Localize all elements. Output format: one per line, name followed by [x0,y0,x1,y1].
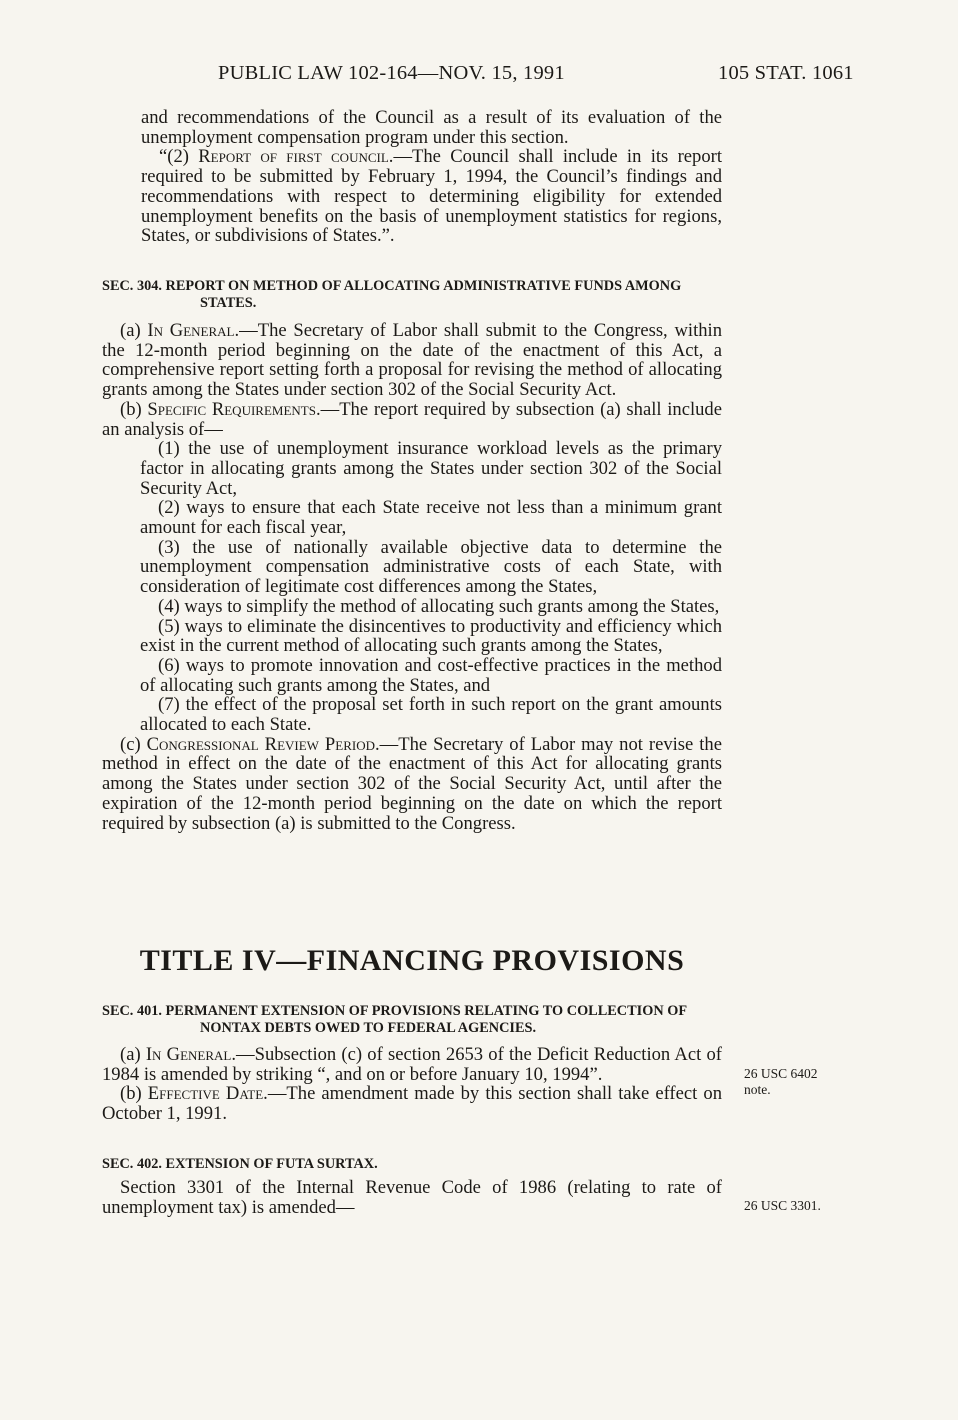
margin-note-usc-3301: 26 USC 3301. [744,1198,821,1213]
subsection-c [102,735,722,834]
list-item: (5) ways to eliminate the disincentives to productivity and efficiency which exist in the current method of allocating such grants among the States, [140,615,722,657]
sec-304-heading-block [102,278,722,312]
header-statute-page: 105 STAT. 1061 [718,62,854,84]
sec-402-heading-block [102,1156,722,1173]
sec-401-heading-block [102,1003,722,1037]
subsection-heading: In General. [145,1044,237,1065]
subsection-label: (c) [120,733,147,755]
section-text: Section 3301 of the Internal Revenue Code of 1986 (relating to rate of unemployment tax) is amended— [102,1177,722,1218]
subsection-text: —The amendment made by this section shall take effect on October 1, 1991. [102,1083,722,1125]
subsection-a [102,1045,722,1084]
subsection-heading: Congressional Review Period. [146,733,380,755]
list-item: (2) ways to ensure that each State receive not less than a minimum grant amount for each fiscal year, [140,497,722,539]
subsection-a [102,321,722,400]
subsection-b [102,400,722,439]
title-heading: TITLE IV—FINANCING PROVISIONS [139,944,685,977]
list-item: (4) ways to simplify the method of allocating such grants among the States, [158,595,720,617]
report-of-first-council-paragraph [102,147,722,246]
continuation-paragraph: and recommendations of the Council as a result of its evaluation of the unemployment compensation program under this section. [141,107,722,148]
subsection-heading: Effective Date. [147,1083,268,1105]
paragraph-text: —The Council shall include in its report required to be submitted by February 1, 1994, the Council’s findings and recommendations with respect to determining eligibility for extended unemployment benefits on the basis of unemployment statistics for regions, States, or subdivisions of States.”. [141,146,722,247]
section-heading: SEC. 304. REPORT ON METHOD OF ALLOCATING ADMINISTRATIVE FUNDS AMONG STATES. [102,278,682,311]
subsection-heading: In General. [147,320,240,341]
subsection-text: —The Secretary of Labor may not revise the method in effect on the date of the enactment of this Act for allocating grants among the States under section 302 of the Social Security Act, until after the expiration of the 12-month period beginning on the date on which the report required by subsection (a) is submitted to the Congress. [102,733,722,834]
sec-401-body [102,1045,722,1124]
subsection-label: (b) [120,1083,148,1105]
paragraph-heading: Report of first council. [198,146,394,168]
section-heading: SEC. 402. EXTENSION OF FUTA SURTAX. [102,1156,378,1172]
subsection-text: —The Secretary of Labor shall submit to the Congress, within the 12-month period beginning on the date of the enactment of this Act, a comprehensive report setting forth a proposal for revising the method of allocating grants among the States under section 302 of the Social Security Act. [102,320,722,401]
sec-402-body [102,1178,722,1217]
subsection-b [102,1084,722,1123]
continuation-block [102,108,722,246]
list-item: (3) the use of nationally available objective data to determine the unemployment compensation administrative costs of each State, with consideration of legitimate cost differences among the States, [140,536,722,598]
subsection-text: —Subsection (c) of section 2653 of the Deficit Reduction Act of 1984 is amended by striking “, and on or before January 10, 1994”. [102,1044,722,1085]
section-heading: SEC. 401. PERMANENT EXTENSION OF PROVISIONS RELATING TO COLLECTION OF NONTAX DEBTS OWED TO FEDERAL AGENCIES. [102,1003,687,1036]
page-header [0,62,958,88]
subsection-label: (b) [120,398,148,420]
list-item: (7) the effect of the proposal set forth in such report on the grant amounts allocated to each State. [140,694,722,736]
subsection-label: (a) [120,1044,146,1065]
subsection-heading: Specific Requirements. [147,398,321,420]
paragraph-label: “(2) [159,146,199,168]
list-item: (1) the use of unemployment insurance workload levels as the primary factor in allocating grants among the States under section 302 of the Social Security Act, [140,438,722,499]
sec-304-body [102,321,722,833]
list-item: (6) ways to promote innovation and cost-effective practices in the method of allocating such grants among the States, and [140,654,722,696]
subsection-label: (a) [120,320,148,341]
margin-note-usc-6402: 26 USC 6402 note. [744,1066,818,1097]
header-citation: PUBLIC LAW 102-164—NOV. 15, 1991 [218,62,565,84]
subsection-text: —The report required by subsection (a) shall include an analysis of— [102,398,722,440]
